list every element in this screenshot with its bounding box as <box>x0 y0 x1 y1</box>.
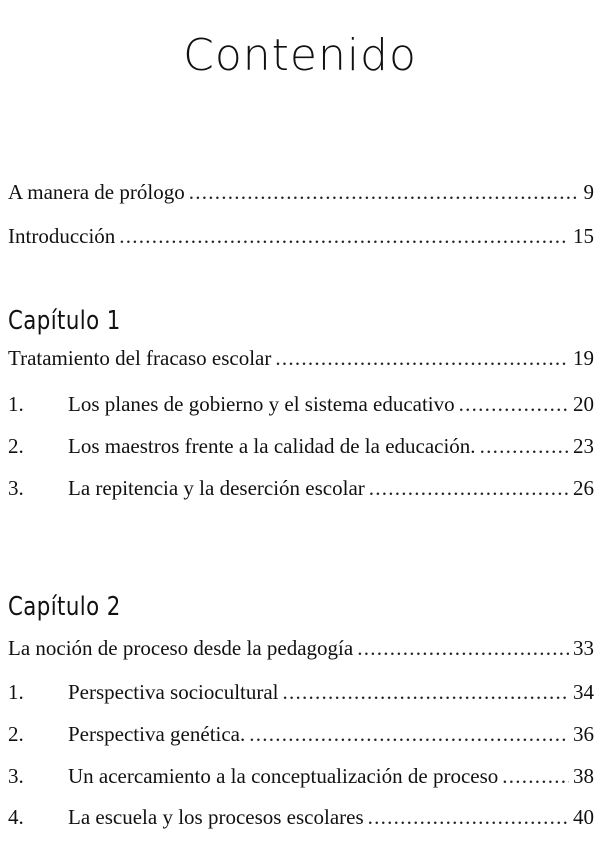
toc-entry-label: Un acercamiento a la conceptualización de proceso <box>68 764 499 788</box>
dot-leader <box>502 761 569 791</box>
toc-item <box>8 802 594 832</box>
dot-leader <box>368 802 569 832</box>
toc-item-number: 3. <box>8 764 24 788</box>
toc-item-number: 1. <box>8 680 24 704</box>
toc-section-chapter-1 <box>8 343 594 373</box>
toc-entry-label: Los planes de gobierno y el sistema educativo <box>68 392 455 416</box>
toc-page-number: 15 <box>573 224 594 248</box>
toc-entry-label: Introducción <box>8 224 116 248</box>
toc-item-number: 4. <box>8 805 24 829</box>
toc-page-number: 19 <box>573 346 594 370</box>
chapter-heading-2: Capítulo 2 <box>8 592 121 622</box>
toc-item <box>8 431 594 461</box>
toc-entry-label: Perspectiva genética. <box>68 722 246 746</box>
toc-item-number: 2. <box>8 434 24 458</box>
toc-item <box>8 389 594 419</box>
toc-entry-label: Los maestros frente a la calidad de la educación. <box>68 434 476 458</box>
toc-item <box>8 677 594 707</box>
toc-page-number: 23 <box>573 434 594 458</box>
chapter-heading-1: Capítulo 1 <box>8 306 121 336</box>
toc-section-chapter-2 <box>8 633 594 663</box>
dot-leader <box>459 389 569 419</box>
dot-leader <box>480 431 569 461</box>
dot-leader <box>369 473 569 503</box>
toc-page-number: 33 <box>573 636 594 660</box>
toc-entry-label: Perspectiva sociocultural <box>68 680 279 704</box>
dot-leader <box>249 719 569 749</box>
toc-page-number: 40 <box>573 805 594 829</box>
toc-entry-prologo <box>8 177 594 207</box>
toc-item <box>8 719 594 749</box>
toc-item-number: 2. <box>8 722 24 746</box>
toc-entry-label: La noción de proceso desde la pedagogía <box>8 636 354 660</box>
toc-page-number: 38 <box>573 764 594 788</box>
toc-page-number: 9 <box>583 180 594 204</box>
toc-page-number: 34 <box>573 680 594 704</box>
toc-entry-label: La escuela y los procesos escolares <box>68 805 364 829</box>
dot-leader <box>275 343 569 373</box>
dot-leader <box>119 221 569 251</box>
toc-entry-label: Tratamiento del fracaso escolar <box>8 346 272 370</box>
toc-item-number: 1. <box>8 392 24 416</box>
page-title: Contenido <box>183 30 417 81</box>
toc-page-number: 20 <box>573 392 594 416</box>
dot-leader <box>189 177 580 207</box>
toc-item-number: 3. <box>8 476 24 500</box>
toc-entry-introduccion <box>8 221 594 251</box>
dot-leader <box>357 633 569 663</box>
toc-entry-label: La repitencia y la deserción escolar <box>68 476 365 500</box>
toc-item <box>8 473 594 503</box>
toc-item <box>8 761 594 791</box>
toc-page-number: 26 <box>573 476 594 500</box>
dot-leader <box>283 677 569 707</box>
toc-entry-label: A manera de prólogo <box>8 180 185 204</box>
toc-page-number: 36 <box>573 722 594 746</box>
